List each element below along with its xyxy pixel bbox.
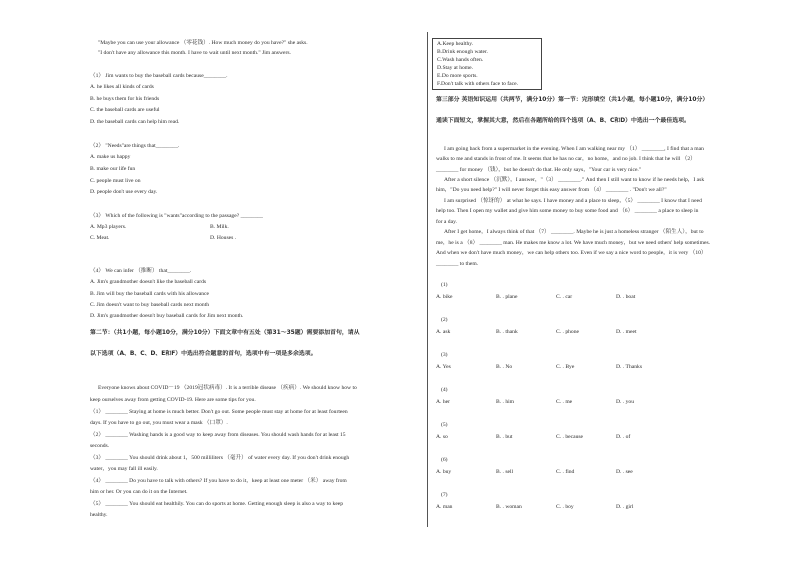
cloze-line: After a short silence （沉默），I answer，"（3） ________." And then I still want to know if he needs help，I ask [444,177,705,183]
option: C. the baseball cards are useful [90,107,160,113]
choice-option: C. . find [556,469,575,475]
cloze-line: help too. Then I open my wallet and give him some money to buy some food and （6） ________ a place to sleep in [436,208,699,214]
passage-line: Everyone knows about COVID－19 （2019冠状病毒）. It is a terrible disease （疾病）. We should know how to [98,385,357,391]
option: D. the baseball cards can help him read. [90,119,180,125]
section-heading: 第二节：（共1小题，每小题10分，满分10分）下面文章中有五处（第31～35题）需要添加首句，请从 [90,330,360,336]
dialogue-line: "Maybe you can use your allowance （零花钱）. How much money do you have?" she asks. [98,40,308,46]
box-option: E.Do more sports. [437,73,478,79]
choice-option: D. . you [616,399,635,405]
option: D. people don't use every day. [90,189,158,195]
choice-option: A. Yes [436,364,451,370]
passage-line: days. If you have to go out, you must wear a mask （口罩）. [90,420,228,426]
choice-number: (4) [441,387,448,393]
choice-number: (6) [441,457,448,463]
box-option: B.Drink enough water. [437,49,488,55]
choice-option: B. . him [496,399,515,405]
question-stem: （2） "Needs"are things that________. [90,143,180,149]
choice-option: D. . of [616,434,631,440]
choice-number: (2) [441,317,448,323]
section-heading: 第三部分 英语知识运用（共两节，满分10分）第一节：完形填空（共1小题，每小题10分，满分10分） [436,97,709,103]
section-heading: 以下选项（A、B、C、D、E和F）中选出符合题意的首句，选项中有一项是多余选项。 [90,351,317,357]
cloze-line: him，"Do you need help?" I will never forget this easy answer from （4） ________ . "Don't we all?" [436,187,667,193]
option: A. he likes all kinds of cards [90,84,154,90]
passage-line: （4） ________ Do you have to talk with others? If you have to do it，keep at least one meter （米） away from [90,478,347,484]
option: A. Mp3 players. [90,224,127,230]
choice-option: C. . car [556,294,573,300]
cloze-line: me，he is a （8） ________ man. He makes me know a lot. We have much money，but we need others' help sometimes. [436,240,711,246]
choice-option: C. . me [556,399,573,405]
dialogue-line: "I don't have any allowance this month. I have to wait until next month." Jim answers. [98,50,291,56]
box-option: F.Don't talk with others face to face. [437,81,519,87]
choice-option: D. . boat [616,294,636,300]
option: C. Meat. [90,235,110,241]
choice-option: A. bike [436,294,453,300]
passage-line: seconds. [90,443,110,449]
box-option: D.Stay at home. [437,65,474,71]
option: C. Jim doesn't want to buy baseball cards next month [90,302,210,308]
option: D. Jim's grandmother doesn't buy baseball cards for Jim next month. [90,313,244,319]
option: B. make our life fun [90,166,136,172]
question-stem: （1） Jim wants to buy the baseball cards because________. [90,73,228,79]
cloze-line: walks to me and stands in front of me. It seems that he has no car，no home，and no job. I think that he will （2） [436,156,696,162]
cloze-line: ________ to them. [436,261,479,267]
option: D. Houses . [210,235,237,241]
passage-line: water，you may fall ill easily. [90,466,158,472]
choice-number: (5) [441,422,448,428]
choice-option: C. . phone [556,329,579,335]
choice-option: B. . woman [496,504,522,510]
choice-option: A. her [436,399,450,405]
choice-option: D. . meet [616,329,637,335]
option: B. Milk. [210,224,229,230]
choice-option: A. so [436,434,448,440]
choice-option: B. . plane [496,294,518,300]
option: A. make us happy [90,154,131,160]
choice-option: D. . girl [616,504,634,510]
option: C. people must live on [90,178,141,184]
option: B. he buys them for his friends [90,96,160,102]
cloze-line: ________ for money （钱），but he doesn't do that. He only says，"Your car is very nice." [436,167,642,173]
choice-option: C. . boy [556,504,574,510]
cloze-line: I am surprised （惊讶的） at what he says. I have money and a place to sleep，（5） ________ I know that I need [444,198,702,204]
choice-option: B. . but [496,434,513,440]
options-box [432,38,542,90]
choice-option: B. . No [496,364,513,370]
question-stem: （4） We can infer （推断） that________. [90,268,192,274]
passage-line: （2） ________ Washing hands is a good way to keep away from diseases. You should wash hands for at least 15 [90,432,346,438]
choice-option: A. buy [436,469,452,475]
choice-option: C. . Bye [556,364,575,370]
passage-line: （5） ________ You should eat healthily. You can do sports at home. Getting enough sleep is also a way to keep [90,501,344,507]
passage-line: healthy. [90,512,108,518]
column-divider [427,32,428,527]
question-stem: （3） Which of the following is "wants"according to the passage? ________ [90,213,263,219]
choice-number: (3) [441,352,448,358]
choice-option: C. . because [556,434,584,440]
passage-line: him or her. Or you can do it on the Internet. [90,489,188,495]
choice-option: D. . Thanks [616,364,642,370]
cloze-line: for a day. [436,219,457,225]
option: A. Jim's grandmother doesn't like the baseball cards [90,279,207,285]
passage-line: （1） ________ Staying at home is much better. Don't go out. Some people must stay at home for at least fourteen [90,409,348,415]
choice-option: D. . see [616,469,633,475]
choice-option: B. . sell [496,469,514,475]
section-instruction: 通读下面短文，掌握其大意，然后在各题所给的四个选项（A、B、C和D）中选出一个最佳选项。 [436,118,690,124]
passage-line: （3） ________ You should drink about 1，500 milliliters （毫升） of water every day. If you don't drink enough [90,455,350,461]
cloze-line: And when we don't have much money，we can help others too. Even if we say a nice word to people，it is very （10） [436,250,707,256]
box-option: C.Wash hands often. [437,57,484,63]
option: B. Jim will buy the baseball cards with his allowance [90,291,209,297]
box-option: A.Keep healthy. [437,41,474,47]
passage-line: keep ourselves away from getting COVID-19. Here are some tips for you. [90,397,256,403]
choice-option: B. . thank [496,329,518,335]
choice-option: A. man [436,504,453,510]
cloze-line: After I get home，I always think of that （7） ________. Maybe he is just a homeless stranger （陌生人），but to [444,229,704,235]
choice-number: (1) [441,282,448,288]
cloze-line: I am going back from a supermarket in the evening. When I am walking near my （1） ________, I find that a man [444,146,704,152]
choice-option: A. ask [436,329,451,335]
choice-number: (7) [441,492,448,498]
